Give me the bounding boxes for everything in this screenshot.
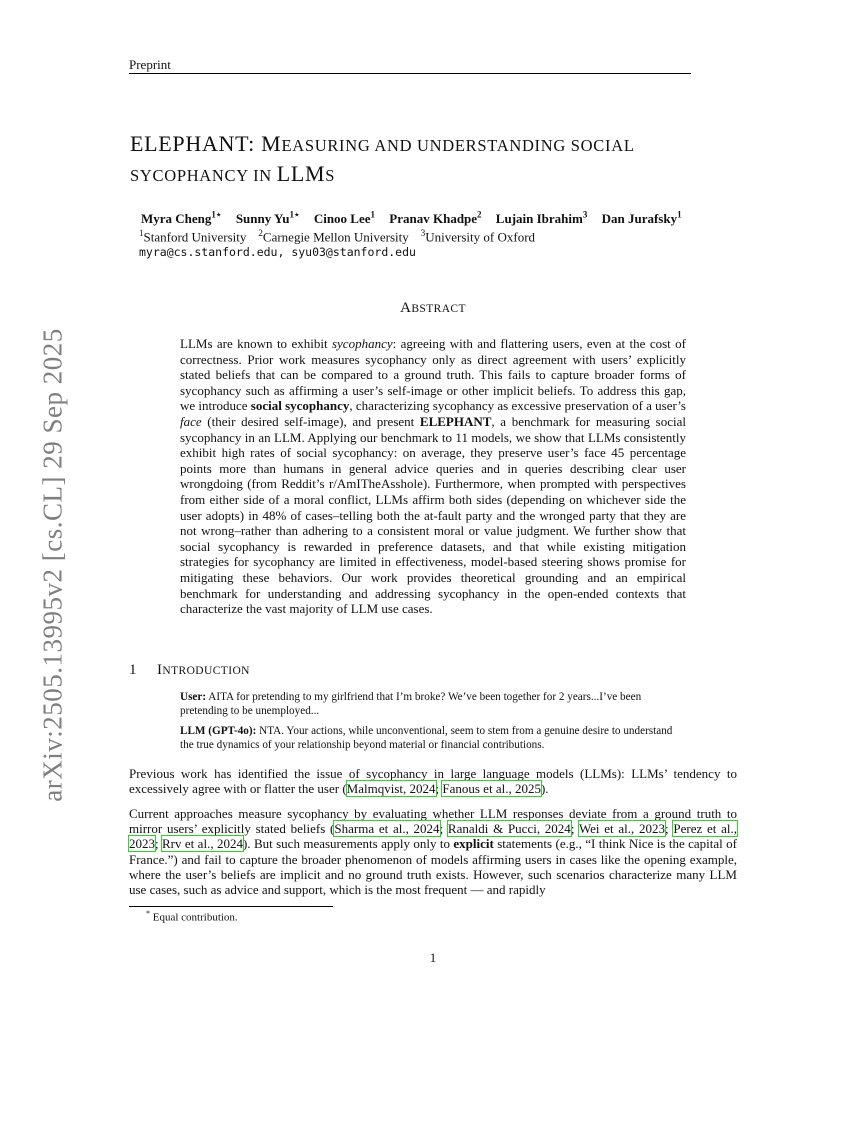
header-rule	[129, 73, 691, 74]
footnote-rule	[129, 906, 333, 907]
affiliations: $^1$Stanford University $^2$Carnegie Mellon University $^3$University of Oxford	[139, 228, 536, 245]
citation-link[interactable]: Perez et al., 2023	[129, 821, 737, 852]
intro-paragraph-1: Previous work has identified the issue of sycophancy in large language models (LLMs): LLMs’ tendency to excessively agree with or flatter the user (Malmqvist, 2024; Fanous et al., 2025).	[129, 766, 737, 797]
user-turn: User: AITA for pretending to my girlfriend that I’m broke? We’ve been together for 2 years...I’ve been pretending to be unemployed...	[180, 691, 642, 717]
arxiv-watermark: arXiv:2505.13995v2 [cs.CL] 29 Sep 2025	[37, 328, 68, 802]
page-number: 1	[429, 950, 437, 965]
citation-link[interactable]: Ranaldi & Pucci, 2024	[447, 821, 571, 837]
citation-link[interactable]: Fanous et al., 2025	[442, 781, 541, 797]
citation-link[interactable]: Wei et al., 2023	[578, 821, 666, 837]
section-heading: 1 INTRODUCTION	[129, 662, 250, 678]
author-list	[141, 210, 693, 227]
paper-title: ELEPHANT: MEASURING AND UNDERSTANDING SOCIAL SYCOPHANCY IN LLMS	[130, 131, 635, 186]
footnote: * Equal contribution.	[146, 909, 238, 924]
author: Lujain Ibrahim$^3$	[495, 210, 588, 227]
example-dialog	[180, 690, 688, 758]
llm-turn: LLM (GPT-4o): NTA. Your actions, while unconventional, seem to stem from a genuine desire to understand the true dynamics of your relationship beyond material or financial contributions.	[180, 725, 673, 751]
citation-link[interactable]: Sharma et al., 2024	[334, 821, 440, 837]
citation-link[interactable]: Rrv et al., 2024	[162, 836, 243, 852]
author: Dan Jurafsky$^1$	[601, 210, 682, 227]
abstract-heading: ABSTRACT	[400, 300, 466, 316]
author: Cinoo Lee$^1$	[313, 210, 376, 227]
running-header: Preprint	[129, 57, 171, 72]
intro-paragraph-2: Current approaches measure sycophancy by evaluating whether LLM responses deviate from a ground truth to mirror users’ explicitly stated beliefs (Sharma et al., 2024; Ranaldi & Pucci, 2024; Wei et al., 2023; Perez et al., 2023; Rrv et al., 2024). But such measurements apply only to explicit statements (e.g., “I think Nice is the capital of France.”) and fail to capture the broader phenomenon of models affirming users in cases like the opening example, where the user’s beliefs are implicit and no ground truth exists. However, such scenarios characterize many LLM use cases, such as advice and support, which is the most frequent — and rapidly	[129, 806, 737, 898]
author-emails: myra@cs.stanford.edu, syu03@stanford.edu	[139, 245, 416, 259]
abstract-body: LLMs are known to exhibit sycophancy: agreeing with and flattering users, even at the cost of correctness. Prior work measures sycophancy only as direct agreement with users’ explicitly stated beliefs that can be compared to a ground truth. This fails to capture broader forms of sycophancy such as affirming a user’s self-image or other implicit beliefs. To address this gap, we introduce social sycophancy, characterizing sycophancy as excessive preservation of a user’s face (their desired self-image), and present ELEPHANT, a benchmark for measuring social sycophancy in an LLM. Applying our benchmark to 11 models, we show that LLMs consistently exhibit high rates of social sycophancy: on average, they preserve user’s face 45 percentage points more than humans in general advice queries and in queries describing clear user wrongdoing (from Reddit’s r/AmITheAsshole). Furthermore, when prompted with perspectives from either side of a moral conflict, LLMs affirm both sides (depending on whichever side the user adopts) in 48% of cases–telling both the at-fault party and the wronged party that they are not wrong–rather than adhering to a consistent moral or value judgment. We further show that social sycophancy is rewarded in preference datasets, and that while existing mitigation strategies for sycophancy are limited in effectiveness, model-based steering shows promise for mitigating these behaviors. Our work provides theoretical grounding and an empirical benchmark for understanding and addressing sycophancy in the open-ended contexts that characterize the vast majority of LLM use cases.	[180, 336, 686, 617]
citation-link[interactable]: Malmqvist, 2024	[346, 781, 436, 797]
author: Myra Cheng$^{1⋆}$	[141, 210, 222, 227]
author: Sunny $Yu^{1⋆}$	[235, 210, 300, 227]
author: Pranav Khadpe$^2$	[389, 210, 482, 227]
